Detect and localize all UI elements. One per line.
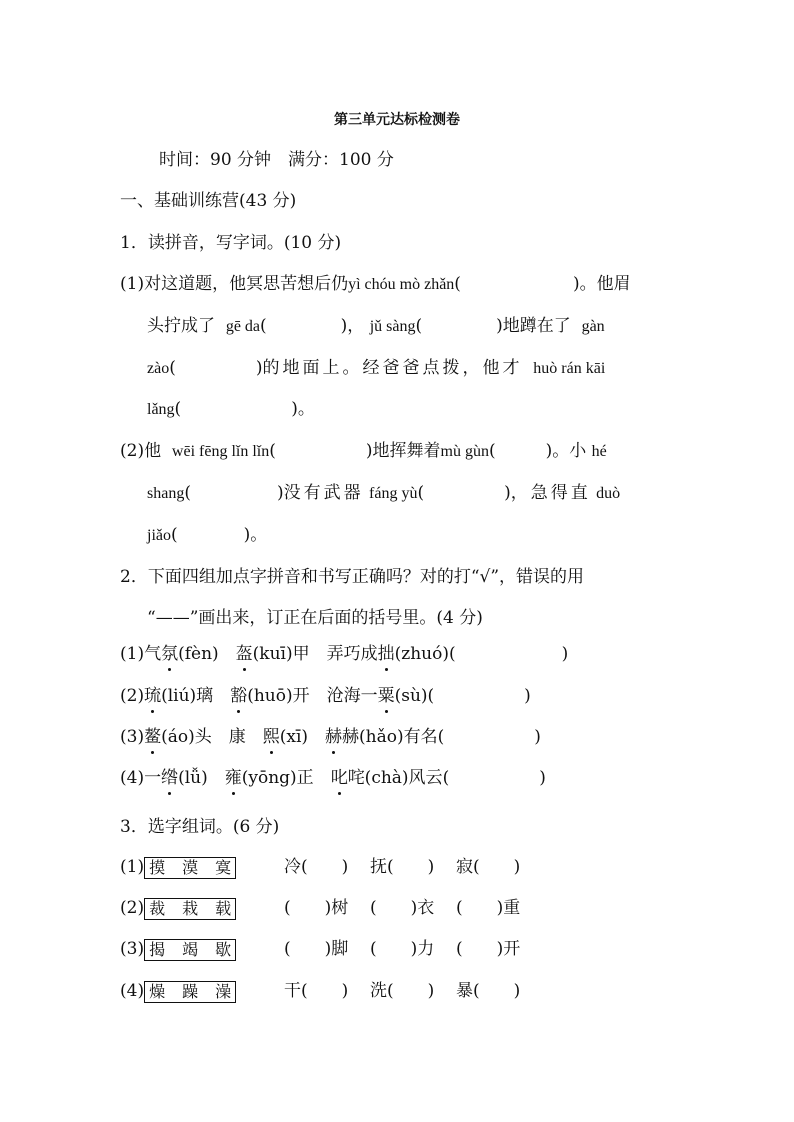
pinyin: jiǎo: [147, 527, 171, 544]
q1-part1-line3: [147, 357, 605, 380]
text: (2)他: [120, 441, 162, 461]
answer-blank[interactable]: ( ): [488, 441, 553, 461]
word-blank[interactable]: ( )力: [370, 939, 435, 959]
pinyin: lǎng: [147, 401, 175, 418]
answer-blank[interactable]: ( ): [417, 483, 511, 503]
char-box: [144, 981, 236, 1003]
question-2-heading-line2: “——”画出来，订正在后面的括号里。(4 分): [147, 608, 483, 628]
text: 没有武器: [283, 483, 364, 503]
text: (huō)开 沧海一: [247, 686, 378, 706]
answer-blank[interactable]: ( ): [442, 768, 546, 788]
dotted-char: 盔: [235, 644, 253, 664]
q1-part2-line2: [147, 482, 620, 505]
text: (zhuó): [394, 644, 449, 664]
answer-blank[interactable]: ( ): [454, 274, 580, 294]
answer-blank[interactable]: ( ): [269, 441, 373, 461]
q3-row-1: [120, 856, 236, 879]
question-3-heading: 3．选字组词。(6 分): [120, 817, 280, 837]
q2-row-4: [120, 767, 546, 789]
page-title: 第三单元达标检测卷: [334, 112, 460, 128]
dotted-char: 绺: [161, 768, 179, 788]
text: (xī): [279, 727, 326, 747]
text: 的地面上。经爸爸点拨，他才: [262, 358, 523, 378]
word-blank[interactable]: 洗( ): [370, 981, 435, 1001]
pinyin: jǔ sàng: [369, 318, 416, 335]
section-heading: 一、基础训练营(43 分): [120, 191, 297, 211]
q1-part2-line3: [147, 524, 267, 547]
answer-blank[interactable]: ( ): [448, 644, 569, 664]
pinyin: zào: [147, 360, 170, 377]
text: (sù): [394, 686, 428, 706]
item-number: (1): [120, 857, 145, 877]
text: 赫(hǎo)有名: [342, 727, 438, 747]
dotted-char: 琉: [144, 686, 162, 706]
exam-meta: 时间：90 分钟 满分：100 分: [159, 150, 394, 170]
text: (kuī)甲 弄巧成: [252, 644, 378, 664]
answer-blank[interactable]: ( ): [437, 727, 541, 747]
dotted-char: 粟: [377, 686, 395, 706]
char-option: 寞: [215, 857, 232, 877]
word-blank[interactable]: ( )开: [456, 939, 521, 959]
pinyin: huò rán kāi: [533, 360, 606, 377]
pinyin: gē da: [225, 318, 261, 335]
word-blank[interactable]: 抚( ): [370, 857, 435, 877]
char-option: 竭: [182, 939, 199, 959]
answer-blank[interactable]: ( ): [184, 483, 284, 503]
answer-blank[interactable]: ( ): [415, 316, 503, 336]
text: 咤(chà)风云: [347, 768, 443, 788]
word-blank[interactable]: 干( ): [284, 981, 349, 1001]
pinyin: mù gùn: [440, 443, 489, 460]
answer-blank[interactable]: ( ): [171, 525, 251, 545]
answer-blank[interactable]: ( ): [174, 399, 298, 419]
pinyin: gàn: [581, 318, 605, 335]
word-blank[interactable]: ( )脚: [284, 939, 349, 959]
char-box: [144, 898, 236, 920]
pinyin: fáng yù: [369, 485, 418, 502]
q3-row-3: [120, 938, 236, 961]
text: (liú)璃: [161, 686, 231, 706]
text: 地挥舞着: [372, 441, 441, 461]
q1-part2-line1: [120, 440, 607, 463]
char-option: 燥: [149, 981, 166, 1001]
text: (4)一: [120, 768, 162, 788]
question-2-heading-line1: 2．下面四组加点字拼音和书写正确吗？对的打“√”，错误的用: [120, 567, 585, 587]
dotted-char: 拙: [377, 644, 395, 664]
q1-part1-line1: [120, 273, 631, 296]
q1-part1-line2: [147, 315, 605, 338]
text: 。: [250, 525, 268, 545]
text: 。: [297, 399, 315, 419]
item-number: (3): [120, 939, 145, 959]
char-box: [144, 939, 236, 961]
item-number: (4): [120, 981, 145, 1001]
char-option: 栽: [182, 898, 199, 918]
text: (1)气: [120, 644, 162, 664]
char-option: 躁: [182, 981, 199, 1001]
q2-row-3: [120, 726, 541, 748]
char-option: 裁: [149, 898, 166, 918]
text: 地蹲在了: [502, 316, 571, 336]
text: (2): [120, 686, 145, 706]
text: (lǚ): [178, 768, 225, 788]
text: (yōng)正: [241, 768, 331, 788]
q3-row-2: [120, 897, 236, 920]
dotted-char: 豁: [230, 686, 248, 706]
word-blank[interactable]: 寂( ): [456, 857, 521, 877]
text: (1)对这道题，他冥思苦想后仍: [120, 274, 349, 294]
text: (áo)头 康: [161, 727, 263, 747]
text: 头拧成了: [147, 316, 215, 336]
text: (3): [120, 727, 145, 747]
char-option: 揭: [149, 939, 166, 959]
q2-row-2: [120, 685, 531, 707]
pinyin: duò: [596, 485, 621, 502]
word-blank[interactable]: ( )树: [284, 898, 349, 918]
dotted-char: 鳌: [144, 727, 162, 747]
dotted-char: 熙: [262, 727, 280, 747]
text: 。他眉: [579, 274, 631, 294]
q1-part1-line4: [147, 398, 315, 421]
dotted-char: 雍: [224, 768, 242, 788]
char-option: 澡: [215, 981, 232, 1001]
question-1-heading: 1．读拼音，写字词。(10 分): [120, 233, 342, 253]
word-blank[interactable]: ( )衣: [370, 898, 435, 918]
char-option: 摸: [149, 857, 166, 877]
char-box: [144, 857, 236, 879]
char-option: 载: [215, 898, 232, 918]
text: 。小: [552, 441, 587, 461]
answer-blank[interactable]: ( ): [169, 358, 263, 378]
word-blank[interactable]: ( )重: [456, 898, 521, 918]
pinyin: shang: [147, 485, 185, 502]
char-option: 漠: [182, 857, 199, 877]
item-number: (2): [120, 898, 145, 918]
q2-row-1: [120, 643, 568, 665]
pinyin: wēi fēng lǐn lǐn: [171, 443, 270, 460]
dotted-char: 赫: [325, 727, 343, 747]
dotted-char: 叱: [330, 768, 348, 788]
pinyin: hé: [591, 443, 607, 460]
pinyin: yì chóu mò zhǎn: [348, 276, 455, 293]
char-option: 歇: [215, 939, 232, 959]
q3-row-4: [120, 980, 236, 1003]
text: ，: [347, 316, 365, 336]
text: ，急得直: [510, 483, 591, 503]
dotted-char: 氛: [161, 644, 179, 664]
word-blank[interactable]: 冷( ): [284, 857, 349, 877]
word-blank[interactable]: 暴( ): [456, 981, 521, 1001]
text: (fèn): [178, 644, 236, 664]
answer-blank[interactable]: ( ): [427, 686, 531, 706]
answer-blank[interactable]: ( ): [260, 316, 348, 336]
